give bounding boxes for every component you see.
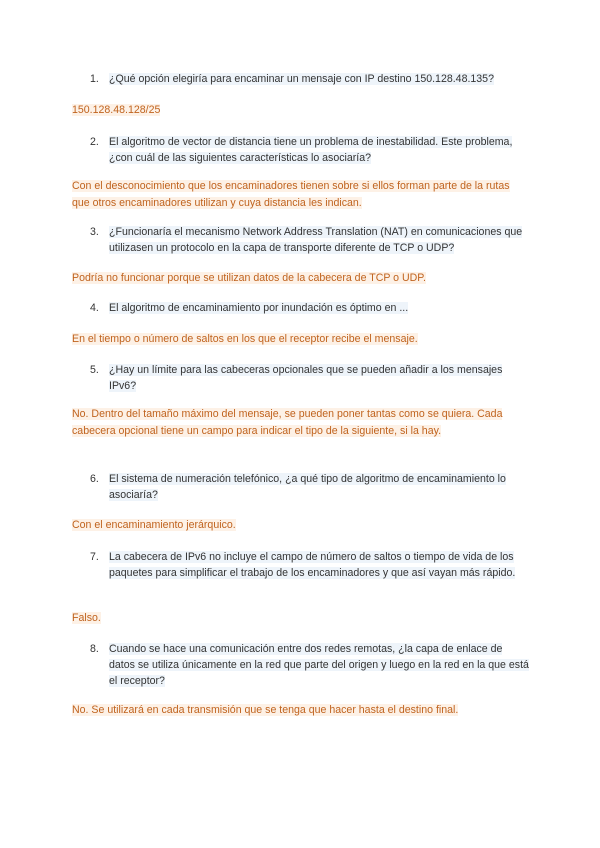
answer-4: [72, 331, 512, 348]
answer-text: No. Se utilizará en cada transmisión que se tenga que hacer hasta el destino final.: [72, 704, 459, 716]
answer-text: Falso.: [72, 612, 101, 624]
question-text: La cabecera de IPv6 no incluye el campo de número de saltos o tiempo de vida de los paquetes para simplificar el trabajo de los encaminadores y que así vayan más rápido.: [109, 551, 516, 579]
question-number: 4.: [90, 302, 99, 314]
question-number: 8.: [90, 643, 99, 655]
question-3: [90, 224, 530, 256]
question-8: [90, 641, 530, 689]
answer-text: En el tiempo o número de saltos en los que el receptor recibe el mensaje.: [72, 333, 418, 345]
question-text: ¿Funcionaría el mecanismo Network Address Translation (NAT) en comunicaciones que utilizasen un protocolo en la capa de transporte diferente de TCP o UDP?: [109, 226, 523, 254]
question-number: 5.: [90, 364, 99, 376]
question-text: ¿Hay un límite para las cabeceras opcionales que se pueden añadir a los mensajes IPv6?: [109, 364, 503, 392]
answer-text: Podría no funcionar porque se utilizan datos de la cabecera de TCP o UDP.: [72, 272, 426, 284]
question-number: 1.: [90, 73, 99, 85]
answer-text: 150.128.48.128/25: [72, 104, 161, 116]
answer-8: [72, 702, 512, 719]
question-text: Cuando se hace una comunicación entre dos redes remotas, ¿la capa de enlace de datos se utiliza únicamente en la red que parte del origen y luego en la red en la que está el receptor?: [109, 643, 529, 687]
question-number: 7.: [90, 551, 99, 563]
question-number: 3.: [90, 226, 99, 238]
answer-text: Con el encaminamiento jerárquico.: [72, 519, 236, 531]
answer-text: Con el desconocimiento que los encaminadores tienen sobre si ellos forman parte de la rutas que otros encaminadores utilizan y cuya distancia les indican.: [72, 180, 510, 209]
question-1: [90, 71, 530, 87]
question-7: [90, 549, 530, 581]
question-text: El sistema de numeración telefónico, ¿a qué tipo de algoritmo de encaminamiento lo asociaría?: [109, 473, 506, 501]
answer-3: [72, 270, 512, 287]
question-text: El algoritmo de vector de distancia tiene un problema de inestabilidad. Este problema, ¿con cuál de las siguientes características lo asociaría?: [109, 136, 513, 164]
question-2: [90, 134, 530, 166]
question-6: [90, 471, 530, 503]
question-text: El algoritmo de encaminamiento por inundación es óptimo en ...: [109, 302, 409, 314]
question-number: 6.: [90, 473, 99, 485]
question-text: ¿Qué opción elegiría para encaminar un mensaje con IP destino 150.128.48.135?: [109, 73, 494, 85]
answer-2: [72, 178, 512, 212]
answer-text: No. Dentro del tamaño máximo del mensaje, se pueden poner tantas como se quiera. Cada cabecera opcional tiene un campo para indicar el tipo de la siguiente, si la hay.: [72, 408, 503, 437]
answer-7: [72, 610, 512, 627]
question-5: [90, 362, 530, 394]
answer-6: [72, 517, 512, 534]
answer-5: [72, 406, 512, 440]
question-number: 2.: [90, 136, 99, 148]
question-4: [90, 300, 530, 316]
answer-1: [72, 102, 512, 119]
